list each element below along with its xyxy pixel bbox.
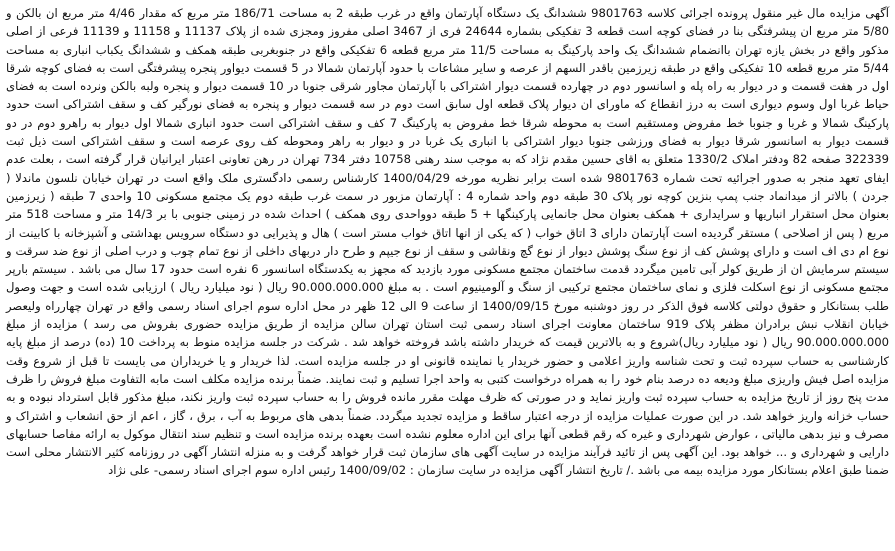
auction-notice-text: آگهی مزایده مال غیر منقول پرونده اجرائی کلاسه 9801763 ششدانگ یک دستگاه آپارتمان واقع در غرب طبقه 2 به مساحت 186/71 متر مربع که مقدار 4/46 متر مربع ان بالکن و 5/80 متر مربع ان پیشرفتگی بنا در فضای کوچه است قطعه 3 تفکیکی بشماره 24644 فری از 3467 اصلی مفروز ومجزی شده از پلاک 11137 و 11158 و 11139 فرعی از اصلی مذکور واقع در بخش یازه تهران باانضمام ششدانگ یک واحد پارکینگ به مساحت 11/5 متر مربع قطعه 6 تفکیکی واقع در جنوبغربی طبقه همکف و ششدانگ یکباب انباری به مساحت 5/44 متر مربع قطعه 10 تفکیکی واقع در طبقه زیرزمین باقدر السهم از عرصه و سایر مشاعات با حدود آپارتمان شمالا در 5 قسمت دیواور پنجره پیشرفتگی است به فضای کوچه شرقا اول در هفت قسمت و در دیوار به راه پله و اسانسور دوم در چهارده قسمت دیوار اشتراکی با آپارتمان مجاور شرقی جنوبا در 10 قسمت دیوار و پنجره ولبه بالکن ونرده است به فضای حیاط غربا اول وسوم دیواری است به درز انقطاع که ماورای ان دیوار پلاک قطعه اول سابق است دوم در سه قسمت دیوار و پنجره به فضای نورگیر کف و سقف اشتراکی است حدود پارکینگ شمالا و غربا و جنوبا خط مفروض ومستقیم است به محوطه شرقا خط مفروض به پارکینگ 7 کف و سقف اشتراکی است حدود انباری شمالا اول دیوار به راهرو دوم در دو قسمت دیوار به اسانسور شرقا دیوار به فضای ورزشی جنوبا دیوار اشتراکی با انباری یک غربا در و دیوار به راهر ومحوطه کف روی عرصه است و سقف اشتراکی است ذیل ثبت 322339 صفحه 82 ودفتر املاک 1330/2 متعلق به اقای حسین مقدم نژاد که به موجب سند رهنی 10758 دفتر 734 تهران در رهن تعاونی اعتبار ایرانیان قرار گرفته است ، بعلت عدم ایفای تعهد منجر به صدور اجرائیه تحت شماره 9801763 شده است برابر نظریه مورخه 1400/04/29 کارشناس رسمی دادگستری ملک واقع است در تهران خیابان نلسون ماندلا ( جردن ) بالاتر از میدانماد جنب پمپ بنزین کوچه نور پلاک 30 طبقه دوم واحد شماره 4 : آپارتمان مزبور در سمت غرب طبقه دوم یک مجتمع مسکونی 10 واحدی 7 طبقه ( زیرزمین بعنوان محل استقرار انباریها و سرایداری + همکف بعنوان محل جانمایی پارکینگها + 5 طبقه دوواحدی روی همکف ) احداث شده در زمینی جنوبی با بر 14/3 متر و مساحت 518 متر مربع ( پس از اصلاحی ) مستقر گردیده است آپارتمان دارای 3 اتاق خواب ( که یکی از انها اتاق خواب مستر است ) هال و پذیرایی دو دستگاه سرویس بهداشتی و آشپزخانه با کابینت از نوع ام دی اف است و دارای پوشش کف از نوع سنگ پوشش دیوار از نوع گچ ونقاشی و سقف از نوع جیپم و طرح دار دربهای داخلی از نوع تمام چوب و درب اصلی از نوع ضد سرقت و سیستم سرمایش ان از طریق کولر آبی تامین میگردد قدمت ساختمان مجتمع مسکونی مورد بازدید که مجهز به یکدستگاه اسانسور 6 نفره است حدود 17 سال می باشد . سیستم بارپر مجتمع مسکونی از نوع اسکلت فلزی و نمای ساختمان مجتمع ترکیبی از سنگ و آلومینیوم است . به مبلغ 90.000.000.000 ریال ( نود میلیارد ریال ) ارزیابی شده است و جهت وصول طلب بستانکار و حقوق دولتی کلاسه فوق الذکر در روز دوشنبه مورخ 1400/09/15 از ساعت 9 الی 12 ظهر در محل اداره سوم اجرای اسناد رسمی واقع در تهران چهارراه ولیعصر خیابان انقلاب نبش برادران مظفر پلاک 919 ساختمان معاونت اجرای اسناد رسمی ثبت استان تهران سالن مزایده از طریق مزایده حضوری بفروش می رسد ) مزایده از مبلغ 90.000.000.000 ریال ( نود میلیارد ریال)شروع و به بالاترین قیمت که خریدار داشته باشد فروخته خواهد شد . شرکت در جلسه مزایده منوط به پرداخت 10 (ده) درصد از مبلغ پایه کارشناسی به حساب سپرده ثبت و تحت شناسه واریز اعلامی و حضور خریدار یا نماینده قانونی او در جلسه مزایده است. لذا خریدار و یا خریداران می بایست تا قبل از شروع وقت مزایده اصل فیش واریزی مبلغ ودیعه ده درصد بنام خود را به همراه درخواست کتبی به واحد اجرا تسلیم و ثبت نمایند. ضمناً برنده مزایده مکلف است مابه التفاوت مبلغ فروش را ظرف مدت پنج روز از تاریخ مزایده به حساب سپرده ثبت واریز نماید و در صورتی که ظرف مهلت مقرر مانده فروش را به حساب سپرده ثبت واریز نکند، مبلغ مذکور قابل استرداد نبوده و به حساب خزانه واریز خواهد شد. در این صورت عملیات مزایده از درجه اعتبار ساقط و مزایده تجدید میگردد. ضمناً بدهی های مربوط به آب ، برق ، گاز ، اعم از حق انشعاب و اشتراک و مصرف و نیز بدهی مالیاتی ، عوارض شهرداری و غیره که رقم قطعی آنها برای این اداره معلوم نشده است بعهده برنده مزایده است و تنظیم سند انتقال موکول به ارائه مفاصا حسابهای دارایی و شهرداری و ... خواهد بود. این آگهی پس از تائید فرآیند مزایده در سایت آگهی های سازمان ثبت قرار خواهد گرفت و به منزله انتشار آگهی در روزنامه کثیر الانتشار محلی است ضمنا طبق اعلام بستانکار مورد مزایده بیمه می باشد ./ تاریخ انتشار آگهی مزایده در سایت سازمان : 1400/09/02 رئیس اداره سوم اجرای اسناد رسمی- علی نژاد (6, 6, 890, 478)
